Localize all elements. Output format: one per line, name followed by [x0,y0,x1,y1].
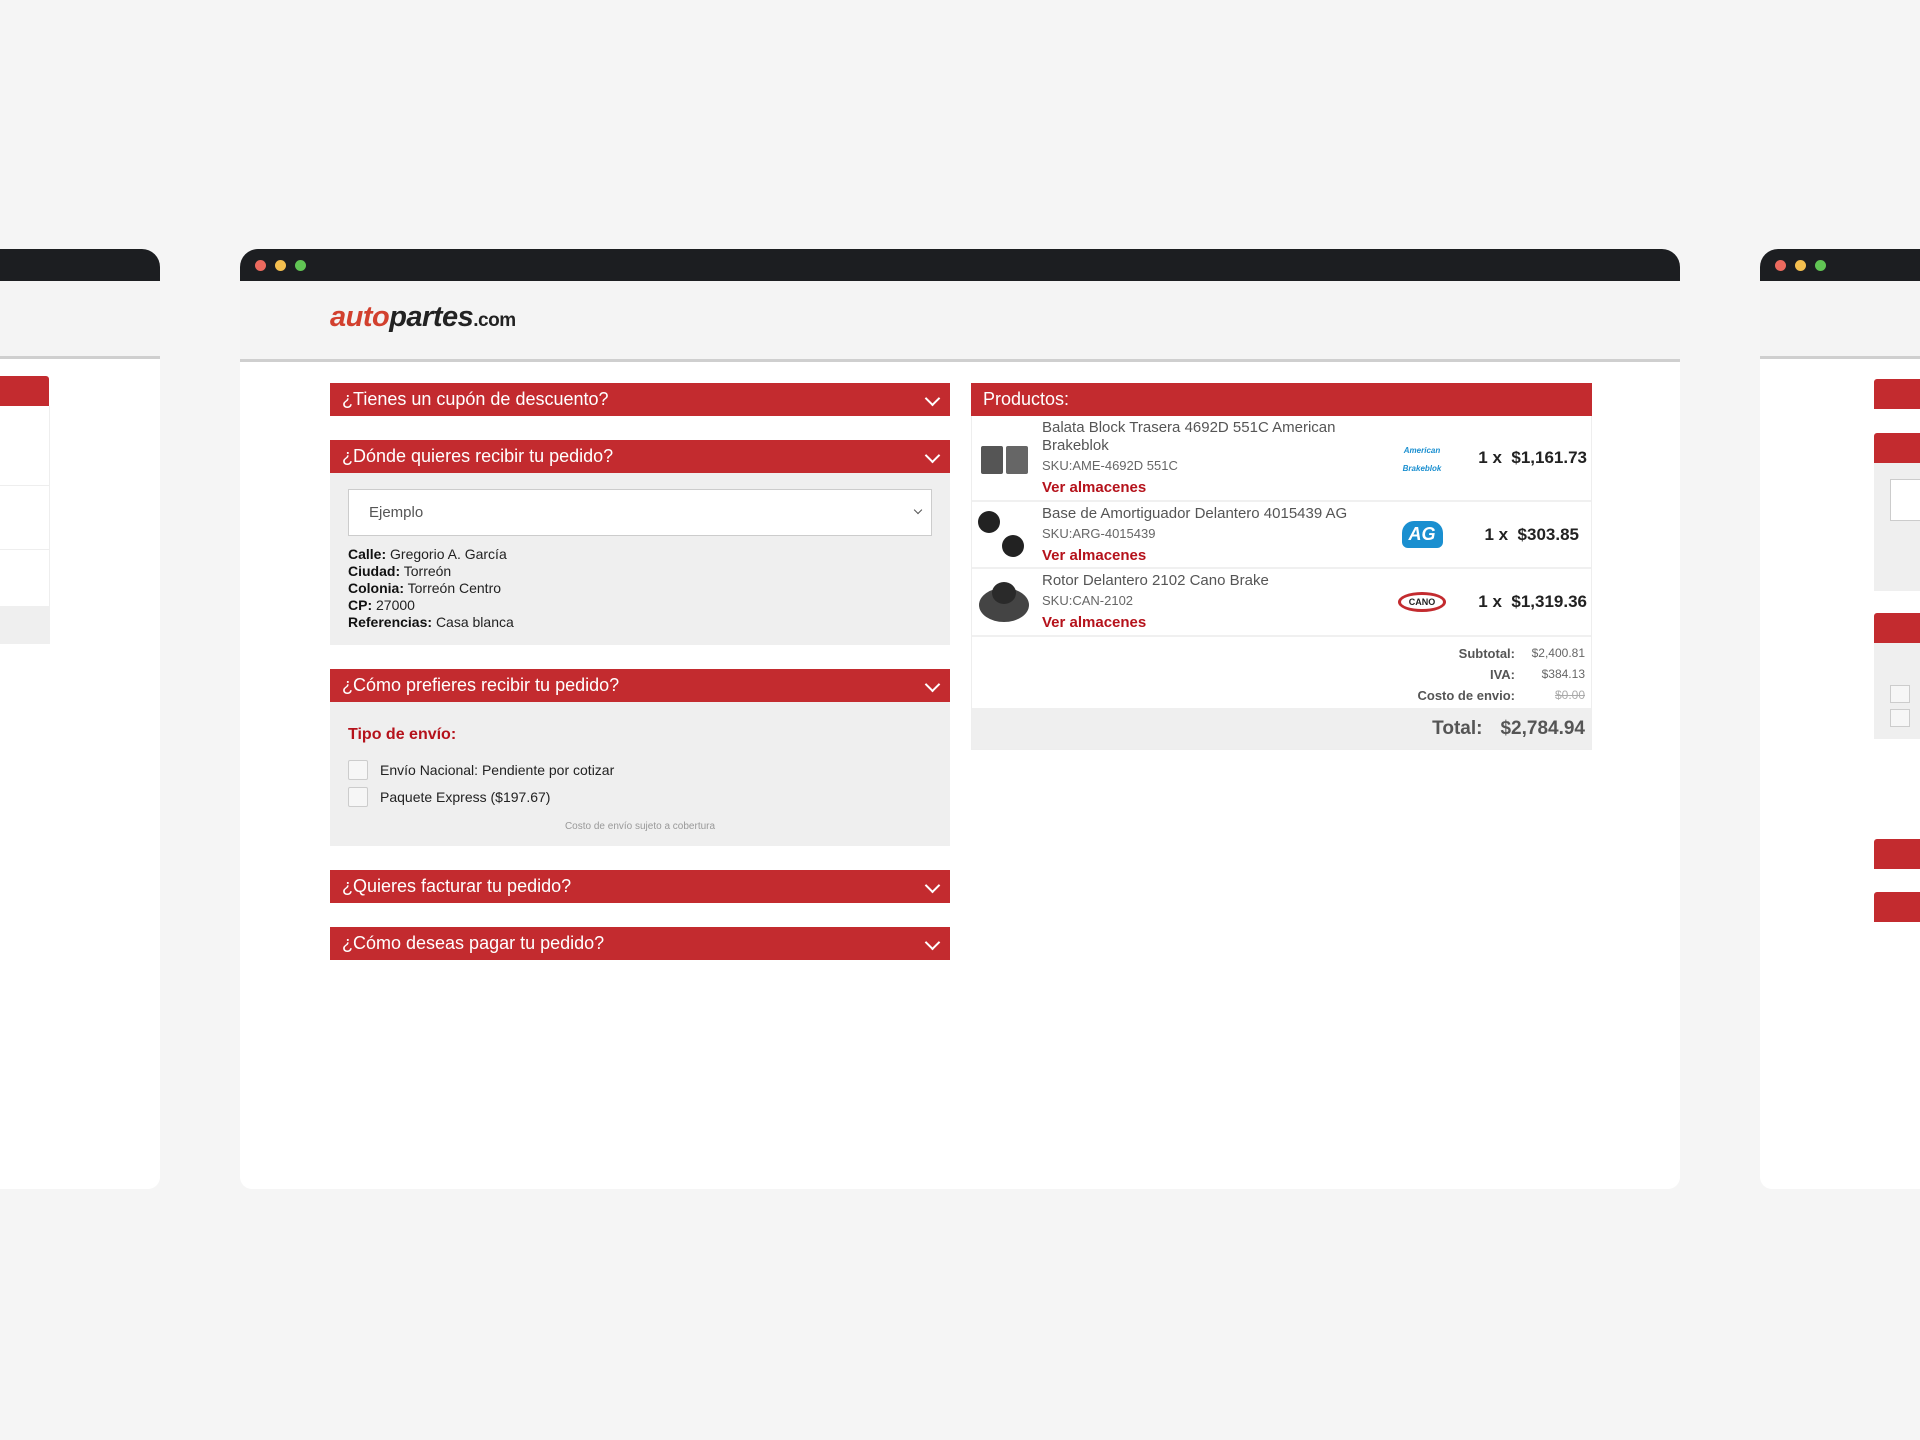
chevron-down-icon [925,448,941,464]
coupon-accordion-header[interactable] [330,383,950,416]
close-window-dot [1775,260,1786,271]
product-image-rotor [976,574,1034,630]
site-header [1760,281,1920,359]
address-body-stub [1874,463,1920,591]
invoice-title: ¿Quieres facturar tu pedido? [342,876,572,896]
product-row [972,569,1591,637]
references-value: Casa blanca [435,614,514,630]
coupon-section [330,383,950,416]
product-sku: SKU:AME-4692D 551C [1042,458,1178,473]
product-row [972,502,1591,569]
ver-almacenes-link[interactable]: Ver almacenes [1042,546,1147,564]
browser-window [240,249,1680,1189]
street-value: Gregorio A. García [390,546,507,562]
shipping-body-stub [1874,643,1920,739]
product-sku: SKU:CAN-2102 [1042,593,1134,608]
address-accordion-header[interactable] [330,440,950,473]
option-label: Paquete Express ($197.67) [380,789,551,805]
chevron-down-icon [925,677,941,693]
chevron-down-icon [914,506,922,514]
iva-label: IVA: [1489,667,1515,682]
window-titlebar [240,249,1680,281]
shipping-type-label: Tipo de envío: [348,726,457,743]
shipping-title: ¿Cómo prefieres recibir tu pedido? [342,675,620,695]
ver-almacenes-link[interactable]: Ver almacenes [1042,614,1147,631]
shipping-option-nacional[interactable] [348,760,932,780]
address-select-value: Ejemplo [369,504,424,521]
coupon-title: ¿Tienes un cupón de descuento? [342,389,609,409]
checkbox[interactable] [348,760,368,780]
neighborhood-label: Colonia: [348,580,404,596]
chevron-down-icon [925,391,941,407]
product-price: $1,319.36 [1511,592,1587,611]
order-totals [972,637,1591,706]
checkout-form [330,383,950,984]
city-label: Ciudad: [348,563,401,579]
city-value: Torreón [403,563,452,579]
previous-preview-window[interactable] [0,249,160,1189]
next-preview-window[interactable] [1760,249,1920,1189]
shipping-note: Costo de envío sujeto a cobertura [564,821,716,832]
product-price: $1,161.73 [1511,448,1587,467]
invoice-accordion-header[interactable] [330,870,950,903]
payment-title: ¿Cómo deseas pagar tu pedido? [342,933,605,953]
accordion-stub [1874,379,1920,409]
product-row [972,416,1591,502]
logo-auto: auto [330,301,390,333]
window-titlebar [1760,249,1920,281]
option-label: Envío Nacional: Pendiente por cotizar [380,762,615,778]
subtotal-label: Subtotal: [1458,646,1515,661]
product-image-strut-mount [976,507,1034,563]
product-sku: SKU:ARG-4015439 [1042,525,1156,541]
payment-accordion-header[interactable] [330,927,950,960]
close-window-dot[interactable] [255,260,266,271]
logo-partes: partes [389,301,474,333]
maximize-window-dot [1815,260,1826,271]
street-label: Calle: [348,546,387,562]
subtotal-value: $2,400.81 [1531,646,1585,660]
shipping-accordion-header[interactable] [330,669,950,702]
product-qty: 1 x [1478,448,1502,467]
address-select[interactable] [348,489,932,536]
ver-almacenes-link[interactable]: Ver almacenes [1042,479,1147,496]
brand-logo-cano: CANO [1387,592,1457,612]
address-details [348,546,932,631]
products-title: Productos: [983,389,1070,409]
zip-label: CP: [348,597,373,613]
accordion-stub [1874,613,1920,643]
chevron-down-icon [925,935,941,951]
product-name: Balata Block Trasera 4692D 551C American Brakeblok [1042,419,1336,454]
maximize-window-dot[interactable] [295,260,306,271]
brand-logo-american-brakeblok: American Brakeblok [1402,446,1442,473]
shipping-cost-value: $0.00 [1554,688,1585,702]
products-header [971,383,1592,416]
neighborhood-value: Torreón Centro [407,580,502,596]
total-row [972,708,1591,749]
product-price: $303.85 [1517,524,1579,544]
iva-value: $384.13 [1541,667,1585,681]
total-band-stub [0,606,50,644]
total-label: Total: [1432,717,1483,739]
product-name: Base de Amortiguador Delantero 4015439 AG [1042,504,1348,522]
accordion-stub [1874,433,1920,463]
window-titlebar [0,249,160,281]
zip-value: 27000 [376,597,415,613]
shipping-option-express[interactable] [348,787,932,807]
site-header [240,281,1680,362]
address-section [330,440,950,645]
product-name: Rotor Delantero 2102 Cano Brake [1042,572,1269,589]
logo-com: .com [473,310,516,331]
accordion-stub [1874,839,1920,869]
minimize-window-dot [1795,260,1806,271]
autopartes-logo[interactable] [330,301,516,334]
shipping-cost-label: Costo de envio: [1417,688,1515,703]
references-label: Referencias: [348,614,433,630]
shipping-section [330,669,950,846]
address-title: ¿Dónde quieres recibir tu pedido? [342,446,614,466]
products-panel-stub [0,406,50,606]
chevron-down-icon [925,878,941,894]
accordion-stub [1874,892,1920,922]
brand-logo-ag: AG [1387,521,1457,548]
total-value: $2,784.94 [1500,717,1585,739]
product-qty: 1 x [1478,592,1502,611]
payment-section [330,927,950,960]
products-header-stub [0,376,49,406]
minimize-window-dot[interactable] [275,260,286,271]
site-header [0,281,160,359]
checkbox[interactable] [348,787,368,807]
product-qty: 1 x [1484,524,1509,544]
invoice-section [330,870,950,903]
product-image-brake-pad [976,430,1034,486]
order-summary [971,383,1592,750]
